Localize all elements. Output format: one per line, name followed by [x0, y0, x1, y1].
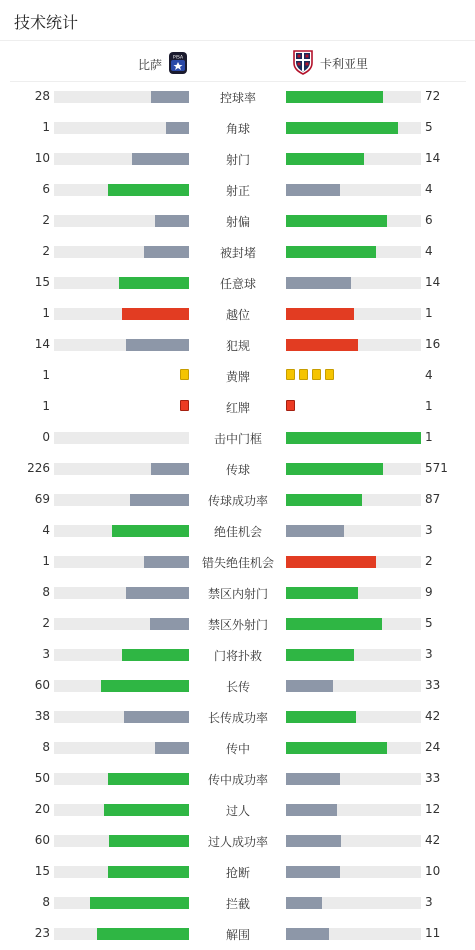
home-value: 60 — [34, 678, 50, 692]
away-bar-track — [286, 525, 421, 537]
stat-row — [0, 918, 475, 949]
home-bar-track — [54, 153, 189, 165]
home-bar-fill — [132, 153, 189, 165]
stat-row — [0, 236, 475, 267]
home-value: 3 — [42, 647, 50, 661]
stat-label: 错失绝佳机会 — [201, 556, 274, 570]
away-bar-fill — [286, 494, 362, 506]
home-bar-fill — [155, 215, 189, 227]
home-bar-track — [54, 928, 189, 940]
home-value: 69 — [34, 492, 50, 506]
away-value: 42 — [425, 833, 441, 847]
away-bar-track — [286, 91, 421, 103]
stat-label: 门将扑救 — [213, 649, 262, 663]
home-value: 50 — [34, 771, 50, 785]
stat-row — [0, 453, 475, 484]
home-bar-track — [54, 556, 189, 568]
away-value: 10 — [425, 864, 441, 878]
away-bar-fill — [286, 866, 340, 878]
away-value: 4 — [425, 368, 433, 382]
home-bar-track — [54, 463, 189, 475]
away-value: 33 — [425, 678, 441, 692]
away-bar-fill — [286, 711, 356, 723]
home-value: 1 — [42, 306, 50, 320]
stat-label: 传球 — [225, 463, 250, 477]
away-value: 11 — [425, 926, 441, 940]
away-bar-track — [286, 308, 421, 320]
away-bar-fill — [286, 339, 358, 351]
stat-row — [0, 174, 475, 205]
stat-label: 任意球 — [219, 277, 256, 291]
stat-row — [0, 639, 475, 670]
stat-label: 拦截 — [225, 897, 250, 911]
away-bar-track — [286, 928, 421, 940]
stat-row — [0, 143, 475, 174]
stat-label: 禁区内射门 — [207, 587, 268, 601]
yellow-card-icon — [286, 369, 295, 380]
red-card-icon — [286, 400, 295, 411]
home-value: 15 — [34, 275, 50, 289]
home-value: 6 — [42, 182, 50, 196]
away-bar-track — [286, 742, 421, 754]
home-value: 28 — [34, 89, 50, 103]
home-bar-track — [54, 432, 189, 444]
stat-label: 击中门框 — [213, 432, 262, 446]
away-value: 2 — [425, 554, 433, 568]
home-value: 14 — [34, 337, 50, 351]
stat-label: 禁区外射门 — [207, 618, 268, 632]
stat-label: 传球成功率 — [207, 494, 268, 508]
home-bar-fill — [109, 835, 189, 847]
teams-header — [0, 41, 475, 81]
stat-row — [0, 422, 475, 453]
home-bar-fill — [144, 246, 189, 258]
home-value: 2 — [42, 213, 50, 227]
away-bar-fill — [286, 804, 337, 816]
stat-label: 犯规 — [225, 339, 250, 353]
home-bar-track — [54, 680, 189, 692]
home-value: 60 — [34, 833, 50, 847]
away-bar-track — [286, 618, 421, 630]
home-bar-fill — [166, 122, 189, 134]
pisa-logo-text: PISA — [172, 55, 184, 61]
home-cards — [54, 369, 189, 380]
home-bar-fill — [119, 277, 189, 289]
stat-label: 过人成功率 — [207, 835, 268, 849]
home-bar-fill — [97, 928, 189, 940]
away-value: 6 — [425, 213, 433, 227]
home-bar-fill — [112, 525, 189, 537]
home-bar-track — [54, 494, 189, 506]
home-bar-track — [54, 308, 189, 320]
away-bar-track — [286, 494, 421, 506]
home-value: 1 — [42, 368, 50, 382]
stat-row — [0, 546, 475, 577]
away-bar-fill — [286, 928, 329, 940]
home-team-name: 比萨 — [137, 58, 162, 72]
away-bar-fill — [286, 432, 421, 444]
away-value: 87 — [425, 492, 441, 506]
home-bar-track — [54, 835, 189, 847]
away-bar-track — [286, 897, 421, 909]
stat-label: 被封堵 — [219, 246, 256, 260]
stat-row — [0, 205, 475, 236]
stat-label: 角球 — [225, 122, 250, 136]
stat-row — [0, 112, 475, 143]
home-bar-fill — [108, 773, 189, 785]
away-bar-fill — [286, 897, 322, 909]
home-bar-track — [54, 339, 189, 351]
home-bar-track — [54, 122, 189, 134]
home-bar-fill — [124, 711, 189, 723]
home-value: 4 — [42, 523, 50, 537]
stat-label: 控球率 — [219, 91, 256, 105]
stat-label: 长传 — [225, 680, 250, 694]
home-bar-fill — [130, 494, 189, 506]
stat-label: 解围 — [225, 928, 250, 942]
away-bar-track — [286, 463, 421, 475]
home-bar-track — [54, 91, 189, 103]
home-value: 226 — [27, 461, 50, 475]
stat-row — [0, 608, 475, 639]
away-bar-fill — [286, 91, 383, 103]
home-team[interactable] — [138, 51, 188, 78]
away-value: 72 — [425, 89, 441, 103]
home-value: 15 — [34, 864, 50, 878]
stat-row — [0, 515, 475, 546]
away-value: 1 — [425, 399, 433, 413]
away-value: 12 — [425, 802, 441, 816]
home-bar-track — [54, 649, 189, 661]
home-bar-track — [54, 804, 189, 816]
stat-row — [0, 887, 475, 918]
stat-row — [0, 329, 475, 360]
stat-row — [0, 81, 475, 112]
home-value: 8 — [42, 740, 50, 754]
home-bar-track — [54, 773, 189, 785]
home-bar-fill — [144, 556, 189, 568]
stat-row — [0, 391, 475, 422]
away-bar-track — [286, 680, 421, 692]
cagliari-logo-icon — [292, 49, 314, 78]
away-bar-fill — [286, 835, 341, 847]
home-bar-track — [54, 897, 189, 909]
home-bar-fill — [150, 618, 189, 630]
yellow-card-icon — [312, 369, 321, 380]
away-bar-track — [286, 184, 421, 196]
away-value: 3 — [425, 895, 433, 909]
home-value: 2 — [42, 244, 50, 258]
home-value: 8 — [42, 585, 50, 599]
away-bar-fill — [286, 680, 333, 692]
stat-row — [0, 856, 475, 887]
away-bar-fill — [286, 153, 364, 165]
away-value: 16 — [425, 337, 441, 351]
home-bar-track — [54, 711, 189, 723]
home-bar-fill — [151, 463, 189, 475]
away-bar-fill — [286, 246, 376, 258]
home-bar-fill — [101, 680, 189, 692]
away-value: 14 — [425, 151, 441, 165]
away-value: 4 — [425, 182, 433, 196]
home-bar-fill — [90, 897, 189, 909]
home-bar-track — [54, 246, 189, 258]
stat-row — [0, 763, 475, 794]
stat-label: 长传成功率 — [207, 711, 268, 725]
away-bar-track — [286, 804, 421, 816]
stat-label: 射正 — [225, 184, 250, 198]
stat-row — [0, 484, 475, 515]
away-bar-fill — [286, 773, 340, 785]
stat-label: 传中 — [225, 742, 250, 756]
away-bar-fill — [286, 649, 354, 661]
away-value: 3 — [425, 523, 433, 537]
stat-row — [0, 267, 475, 298]
home-value: 10 — [34, 151, 50, 165]
away-bar-fill — [286, 122, 398, 134]
away-bar-fill — [286, 277, 351, 289]
home-bar-fill — [108, 866, 189, 878]
away-value: 14 — [425, 275, 441, 289]
stat-label: 抢断 — [225, 866, 250, 880]
away-bar-fill — [286, 463, 383, 475]
home-value: 38 — [34, 709, 50, 723]
home-bar-fill — [155, 742, 189, 754]
stat-label: 红牌 — [225, 401, 250, 415]
away-bar-fill — [286, 618, 382, 630]
away-value: 42 — [425, 709, 441, 723]
home-bar-track — [54, 587, 189, 599]
away-bar-fill — [286, 556, 376, 568]
stat-row — [0, 794, 475, 825]
home-value: 8 — [42, 895, 50, 909]
away-bar-fill — [286, 742, 387, 754]
yellow-card-icon — [325, 369, 334, 380]
away-bar-fill — [286, 525, 344, 537]
stat-label: 绝佳机会 — [213, 525, 262, 539]
away-bar-track — [286, 153, 421, 165]
away-bar-track — [286, 277, 421, 289]
away-value: 3 — [425, 647, 433, 661]
away-team[interactable] — [292, 49, 368, 78]
home-bar-fill — [122, 649, 190, 661]
stat-row — [0, 360, 475, 391]
home-bar-fill — [126, 339, 189, 351]
home-bar-track — [54, 742, 189, 754]
away-bar-fill — [286, 184, 340, 196]
away-bar-track — [286, 773, 421, 785]
home-value: 1 — [42, 399, 50, 413]
away-cards — [286, 369, 421, 380]
stat-row — [0, 825, 475, 856]
home-value: 1 — [42, 120, 50, 134]
yellow-card-icon — [180, 369, 189, 380]
home-bar-track — [54, 277, 189, 289]
away-bar-track — [286, 835, 421, 847]
home-bar-fill — [126, 587, 189, 599]
stat-label: 越位 — [225, 308, 250, 322]
away-bar-track — [286, 587, 421, 599]
away-bar-track — [286, 339, 421, 351]
stat-row — [0, 298, 475, 329]
home-value: 20 — [34, 802, 50, 816]
away-bar-track — [286, 711, 421, 723]
away-bar-fill — [286, 587, 358, 599]
home-value: 0 — [42, 430, 50, 444]
home-bar-fill — [151, 91, 189, 103]
away-value: 571 — [425, 461, 448, 475]
away-bar-track — [286, 246, 421, 258]
away-value: 5 — [425, 120, 433, 134]
home-bar-fill — [104, 804, 189, 816]
away-bar-track — [286, 556, 421, 568]
home-bar-fill — [108, 184, 189, 196]
away-cards — [286, 400, 421, 411]
away-bar-track — [286, 122, 421, 134]
stat-label: 过人 — [225, 804, 250, 818]
away-value: 1 — [425, 430, 433, 444]
home-bar-track — [54, 184, 189, 196]
yellow-card-icon — [299, 369, 308, 380]
stat-row — [0, 701, 475, 732]
stat-row — [0, 577, 475, 608]
away-value: 24 — [425, 740, 441, 754]
stat-label: 传中成功率 — [207, 773, 268, 787]
away-value: 4 — [425, 244, 433, 258]
home-bar-track — [54, 525, 189, 537]
red-card-icon — [180, 400, 189, 411]
home-value: 2 — [42, 616, 50, 630]
home-value: 23 — [34, 926, 50, 940]
home-bar-fill — [122, 308, 190, 320]
home-bar-track — [54, 866, 189, 878]
home-value: 1 — [42, 554, 50, 568]
away-team-name: 卡利亚里 — [320, 57, 369, 71]
stat-label: 射偏 — [225, 215, 250, 229]
away-bar-track — [286, 432, 421, 444]
home-bar-track — [54, 618, 189, 630]
away-bar-fill — [286, 215, 387, 227]
away-value: 5 — [425, 616, 433, 630]
away-value: 33 — [425, 771, 441, 785]
away-value: 1 — [425, 306, 433, 320]
stat-row — [0, 732, 475, 763]
stat-label: 射门 — [225, 153, 250, 167]
away-bar-fill — [286, 308, 354, 320]
away-bar-track — [286, 215, 421, 227]
away-value: 9 — [425, 585, 433, 599]
home-cards — [54, 400, 189, 411]
stats-list — [0, 81, 475, 949]
home-bar-track — [54, 215, 189, 227]
away-bar-track — [286, 649, 421, 661]
stat-label: 黄牌 — [225, 370, 250, 384]
away-bar-track — [286, 866, 421, 878]
section-title: 技术统计 — [14, 13, 79, 32]
pisa-logo-icon — [168, 51, 188, 78]
stat-row — [0, 670, 475, 701]
